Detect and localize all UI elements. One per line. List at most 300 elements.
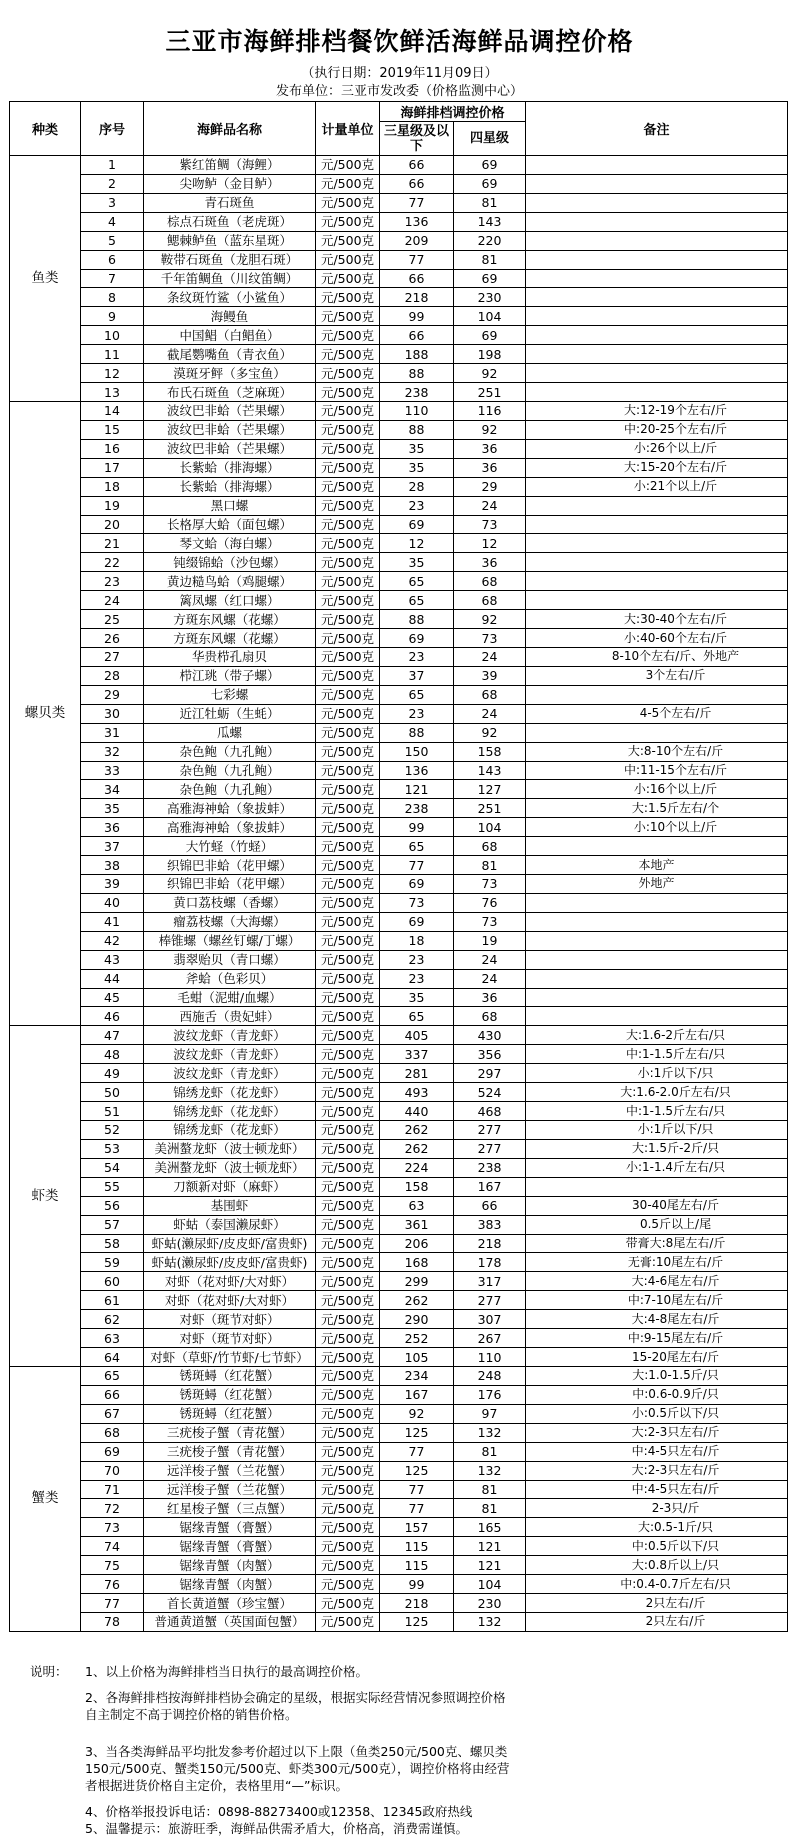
four-star-price-cell: 198 <box>454 345 526 364</box>
remark-text: 大:2-3只左右/斤 <box>631 1425 720 1440</box>
table-row <box>10 1385 788 1404</box>
header-price-group: 海鲜排档调控价格 <box>380 102 526 122</box>
unit-cell: 元/500克 <box>316 685 380 704</box>
remark-cell <box>526 174 788 193</box>
unit-cell: 元/500克 <box>316 1442 380 1461</box>
remark-text: 大:0.5-1斤/只 <box>637 1519 714 1534</box>
index-cell: 69 <box>81 1442 144 1461</box>
unit-cell: 元/500克 <box>316 1007 380 1026</box>
item-name-cell: 毛蚶（泥蚶/血螺） <box>144 988 316 1007</box>
item-name-cell: 截尾鹦嘴鱼（青衣鱼） <box>144 345 316 364</box>
remark-text: 小:1斤以下/只 <box>637 1065 714 1080</box>
index-cell: 44 <box>81 969 144 988</box>
index-cell: 42 <box>81 931 144 950</box>
index-cell: 58 <box>81 1234 144 1253</box>
index-cell: 6 <box>81 250 144 269</box>
unit-cell: 元/500克 <box>316 1272 380 1291</box>
three-star-price-cell: 69 <box>380 875 454 894</box>
remark-cell <box>526 1121 788 1140</box>
remark-cell <box>526 193 788 212</box>
table-row <box>10 780 788 799</box>
unit-cell: 元/500克 <box>316 629 380 648</box>
remark-cell <box>526 1310 788 1329</box>
four-star-price-cell: 251 <box>454 383 526 402</box>
unit-cell: 元/500克 <box>316 250 380 269</box>
three-star-price-cell: 23 <box>380 496 454 515</box>
remark-text: 大:1.0-1.5斤/只 <box>632 1368 719 1383</box>
three-star-price-cell: 23 <box>380 647 454 666</box>
index-cell: 40 <box>81 893 144 912</box>
unit-cell: 元/500克 <box>316 761 380 780</box>
three-star-price-cell: 88 <box>380 364 454 383</box>
table-row <box>10 326 788 345</box>
execution-date: （执行日期：2019年11月09日） <box>301 66 498 81</box>
index-cell: 64 <box>81 1348 144 1367</box>
index-cell: 13 <box>81 383 144 402</box>
four-star-price-cell: 81 <box>454 856 526 875</box>
three-star-price-cell: 168 <box>380 1253 454 1272</box>
table-row <box>10 1045 788 1064</box>
three-star-price-cell: 88 <box>380 723 454 742</box>
index-cell: 21 <box>81 534 144 553</box>
item-name-cell: 锯缘青蟹（膏蟹） <box>144 1537 316 1556</box>
item-name-cell: 对虾（花对虾/大对虾） <box>144 1272 316 1291</box>
table-row <box>10 723 788 742</box>
notes-label: 说明： <box>30 1664 68 1679</box>
index-cell: 41 <box>81 912 144 931</box>
item-name-cell: 大竹蛏（竹蛏） <box>144 837 316 856</box>
remark-text: 中:0.5斤以下/只 <box>631 1538 720 1553</box>
index-cell: 46 <box>81 1007 144 1026</box>
header-unit: 计量单位 <box>316 102 380 156</box>
table-row <box>10 1480 788 1499</box>
three-star-price-cell: 234 <box>380 1367 454 1386</box>
three-star-price-cell: 77 <box>380 1499 454 1518</box>
four-star-price-cell: 178 <box>454 1253 526 1272</box>
four-star-price-cell: 230 <box>454 288 526 307</box>
table-row <box>10 250 788 269</box>
four-star-price-cell: 97 <box>454 1404 526 1423</box>
unit-cell: 元/500克 <box>316 1575 380 1594</box>
four-star-price-cell: 121 <box>454 1537 526 1556</box>
remark-cell <box>526 1480 788 1499</box>
index-cell: 56 <box>81 1196 144 1215</box>
item-name-cell: 紫红笛鲷（海鲤） <box>144 156 316 175</box>
remark-cell <box>526 1196 788 1215</box>
table-row <box>10 856 788 875</box>
item-name-cell: 虾蛄(濑尿虾/皮皮虾/富贵虾) <box>144 1253 316 1272</box>
table-row <box>10 1272 788 1291</box>
four-star-price-cell: 165 <box>454 1518 526 1537</box>
index-cell: 74 <box>81 1537 144 1556</box>
index-cell: 5 <box>81 231 144 250</box>
unit-cell: 元/500克 <box>316 666 380 685</box>
three-star-price-cell: 361 <box>380 1215 454 1234</box>
four-star-price-cell: 68 <box>454 1007 526 1026</box>
remark-text: 中:1-1.5斤左右/只 <box>625 1046 726 1061</box>
table-row <box>10 439 788 458</box>
remark-cell <box>526 345 788 364</box>
index-cell: 2 <box>81 174 144 193</box>
three-star-price-cell: 115 <box>380 1556 454 1575</box>
four-star-price-cell: 158 <box>454 742 526 761</box>
table-row <box>10 515 788 534</box>
table-row <box>10 1121 788 1140</box>
remark-text: 2只左右/斤 <box>645 1614 706 1629</box>
item-name-cell: 刀额新对虾（麻虾） <box>144 1177 316 1196</box>
unit-cell: 元/500克 <box>316 1461 380 1480</box>
remark-text: 大:15-20个左右/斤 <box>624 460 727 475</box>
table-row <box>10 1612 788 1631</box>
index-cell: 62 <box>81 1310 144 1329</box>
remark-text: 30-40尾左右/斤 <box>632 1198 719 1213</box>
unit-cell: 元/500克 <box>316 1367 380 1386</box>
unit-cell: 元/500克 <box>316 742 380 761</box>
remark-cell <box>526 1461 788 1480</box>
header-category: 种类 <box>10 102 81 156</box>
index-cell: 53 <box>81 1139 144 1158</box>
three-star-price-cell: 238 <box>380 799 454 818</box>
three-star-price-cell: 66 <box>380 174 454 193</box>
three-star-price-cell: 125 <box>380 1461 454 1480</box>
four-star-price-cell: 267 <box>454 1329 526 1348</box>
remark-cell <box>526 1272 788 1291</box>
index-cell: 49 <box>81 1064 144 1083</box>
index-cell: 34 <box>81 780 144 799</box>
item-name-cell: 美洲螯龙虾（波士顿龙虾） <box>144 1158 316 1177</box>
four-star-price-cell: 104 <box>454 307 526 326</box>
header-four-star: 四星级 <box>454 122 526 156</box>
four-star-price-cell: 92 <box>454 723 526 742</box>
item-name-cell: 对虾（斑节对虾） <box>144 1329 316 1348</box>
table-row <box>10 799 788 818</box>
index-cell: 59 <box>81 1253 144 1272</box>
four-star-price-cell: 36 <box>454 458 526 477</box>
table-row <box>10 345 788 364</box>
table-row <box>10 1253 788 1272</box>
remark-cell <box>526 647 788 666</box>
index-cell: 31 <box>81 723 144 742</box>
remark-cell <box>526 1177 788 1196</box>
table-row <box>10 1594 788 1613</box>
item-name-cell: 对虾（草虾/竹节虾/七节虾） <box>144 1348 316 1367</box>
unit-cell: 元/500克 <box>316 364 380 383</box>
remark-text: 大:12-19个左右/斤 <box>624 403 727 418</box>
unit-cell: 元/500克 <box>316 704 380 723</box>
table-row <box>10 553 788 572</box>
four-star-price-cell: 39 <box>454 666 526 685</box>
remark-text: 大:2-3只左右/斤 <box>631 1463 720 1478</box>
index-cell: 72 <box>81 1499 144 1518</box>
index-cell: 10 <box>81 326 144 345</box>
index-cell: 11 <box>81 345 144 364</box>
remark-cell <box>526 950 788 969</box>
note-3-line-3: 者根据进货价格自主定价，表格里用“—”标识。 <box>85 1778 348 1793</box>
four-star-price-cell: 81 <box>454 250 526 269</box>
remark-text: 大:1.6-2.0斤左右/只 <box>620 1084 731 1099</box>
remark-cell <box>526 420 788 439</box>
unit-cell: 元/500克 <box>316 383 380 402</box>
unit-cell: 元/500克 <box>316 439 380 458</box>
three-star-price-cell: 224 <box>380 1158 454 1177</box>
index-cell: 63 <box>81 1329 144 1348</box>
index-cell: 50 <box>81 1083 144 1102</box>
unit-cell: 元/500克 <box>316 875 380 894</box>
item-name-cell: 千年笛鲷鱼（川纹笛鲷） <box>144 269 316 288</box>
remark-cell <box>526 458 788 477</box>
item-name-cell: 栉江珧（带子螺） <box>144 666 316 685</box>
unit-cell: 元/500克 <box>316 553 380 572</box>
three-star-price-cell: 299 <box>380 1272 454 1291</box>
unit-cell: 元/500克 <box>316 1253 380 1272</box>
three-star-price-cell: 105 <box>380 1348 454 1367</box>
category-cell: 虾类 <box>10 1026 81 1367</box>
remark-text: 无膏:10尾左右/斤 <box>627 1254 724 1269</box>
item-name-cell: 棒锥螺（螺丝钉螺/丁螺） <box>144 931 316 950</box>
four-star-price-cell: 24 <box>454 647 526 666</box>
unit-cell: 元/500克 <box>316 269 380 288</box>
index-cell: 55 <box>81 1177 144 1196</box>
item-name-cell: 漠斑牙鲆（多宝鱼） <box>144 364 316 383</box>
remark-cell <box>526 231 788 250</box>
unit-cell: 元/500克 <box>316 610 380 629</box>
index-cell: 66 <box>81 1385 144 1404</box>
unit-cell: 元/500克 <box>316 307 380 326</box>
table-row <box>10 591 788 610</box>
index-cell: 14 <box>81 401 144 420</box>
four-star-price-cell: 430 <box>454 1026 526 1045</box>
remark-cell <box>526 383 788 402</box>
remark-cell <box>526 1404 788 1423</box>
remark-cell <box>526 477 788 496</box>
four-star-price-cell: 251 <box>454 799 526 818</box>
four-star-price-cell: 69 <box>454 156 526 175</box>
remark-cell <box>526 515 788 534</box>
unit-cell: 元/500克 <box>316 156 380 175</box>
remark-cell <box>526 591 788 610</box>
item-name-cell: 波纹巴非蛤（芒果螺） <box>144 420 316 439</box>
table-row <box>10 1196 788 1215</box>
item-name-cell: 普通黄道蟹（英国面包蟹） <box>144 1612 316 1631</box>
item-name-cell: 波纹巴非蛤（芒果螺） <box>144 439 316 458</box>
unit-cell: 元/500克 <box>316 1139 380 1158</box>
four-star-price-cell: 277 <box>454 1139 526 1158</box>
table-row <box>10 307 788 326</box>
remark-text: 2只左右/斤 <box>645 1595 706 1610</box>
remark-cell <box>526 1007 788 1026</box>
index-cell: 22 <box>81 553 144 572</box>
price-table <box>9 101 788 1632</box>
remark-cell <box>526 818 788 837</box>
three-star-price-cell: 23 <box>380 704 454 723</box>
unit-cell: 元/500克 <box>316 1177 380 1196</box>
remark-cell <box>526 1499 788 1518</box>
three-star-price-cell: 69 <box>380 515 454 534</box>
item-name-cell: 黄口荔枝螺（香螺） <box>144 893 316 912</box>
index-cell: 17 <box>81 458 144 477</box>
index-cell: 43 <box>81 950 144 969</box>
three-star-price-cell: 252 <box>380 1329 454 1348</box>
index-cell: 37 <box>81 837 144 856</box>
table-row <box>10 818 788 837</box>
table-row <box>10 912 788 931</box>
remark-cell <box>526 1442 788 1461</box>
index-cell: 76 <box>81 1575 144 1594</box>
remark-text: 小:40-60个左右/斤 <box>624 630 727 645</box>
remark-cell <box>526 723 788 742</box>
publisher: 发布单位：三亚市发改委（价格监测中心） <box>275 84 523 99</box>
table-row <box>10 1102 788 1121</box>
four-star-price-cell: 19 <box>454 931 526 950</box>
table-row <box>10 610 788 629</box>
table-row <box>10 1348 788 1367</box>
remark-cell <box>526 534 788 553</box>
item-name-cell: 基围虾 <box>144 1196 316 1215</box>
remark-cell <box>526 1026 788 1045</box>
four-star-price-cell: 92 <box>454 610 526 629</box>
four-star-price-cell: 230 <box>454 1594 526 1613</box>
unit-cell: 元/500克 <box>316 1102 380 1121</box>
index-cell: 20 <box>81 515 144 534</box>
remark-text: 8-10个左右/斤、外地产 <box>611 649 740 664</box>
unit-cell: 元/500克 <box>316 1404 380 1423</box>
table-row <box>10 969 788 988</box>
item-name-cell: 波纹龙虾（青龙虾） <box>144 1064 316 1083</box>
four-star-price-cell: 317 <box>454 1272 526 1291</box>
table-row <box>10 1139 788 1158</box>
note-2-line-2: 自主制定不高于调控价格的销售价格。 <box>85 1707 298 1722</box>
unit-cell: 元/500克 <box>316 799 380 818</box>
three-star-price-cell: 238 <box>380 383 454 402</box>
four-star-price-cell: 68 <box>454 572 526 591</box>
unit-cell: 元/500克 <box>316 1537 380 1556</box>
remark-cell <box>526 1045 788 1064</box>
item-name-cell: 对虾（花对虾/大对虾） <box>144 1291 316 1310</box>
remark-cell <box>526 629 788 648</box>
remark-cell <box>526 1385 788 1404</box>
remark-cell <box>526 1329 788 1348</box>
document-title: 三亚市海鲜排档餐饮鲜活海鲜品调控价格 <box>165 27 634 56</box>
index-cell: 19 <box>81 496 144 515</box>
index-cell: 16 <box>81 439 144 458</box>
unit-cell: 元/500克 <box>316 1064 380 1083</box>
table-row <box>10 875 788 894</box>
three-star-price-cell: 77 <box>380 1480 454 1499</box>
remark-cell <box>526 931 788 950</box>
category-cell: 鱼类 <box>10 156 81 402</box>
three-star-price-cell: 115 <box>380 1537 454 1556</box>
four-star-price-cell: 110 <box>454 1348 526 1367</box>
remark-text: 小:21个以上/斤 <box>633 479 718 494</box>
three-star-price-cell: 35 <box>380 553 454 572</box>
remark-text: 带膏大:8尾左右/斤 <box>625 1236 726 1250</box>
unit-cell: 元/500克 <box>316 988 380 1007</box>
unit-cell: 元/500克 <box>316 326 380 345</box>
three-star-price-cell: 290 <box>380 1310 454 1329</box>
four-star-price-cell: 68 <box>454 685 526 704</box>
index-cell: 47 <box>81 1026 144 1045</box>
table-row <box>10 1026 788 1045</box>
remark-text: 中:11-15个左右/斤 <box>624 762 727 777</box>
four-star-price-cell: 12 <box>454 534 526 553</box>
four-star-price-cell: 73 <box>454 629 526 648</box>
unit-cell: 元/500克 <box>316 1291 380 1310</box>
table-row <box>10 1556 788 1575</box>
three-star-price-cell: 69 <box>380 629 454 648</box>
three-star-price-cell: 65 <box>380 572 454 591</box>
index-cell: 24 <box>81 591 144 610</box>
four-star-price-cell: 69 <box>454 174 526 193</box>
remark-cell <box>526 269 788 288</box>
three-star-price-cell: 440 <box>380 1102 454 1121</box>
remark-cell <box>526 1556 788 1575</box>
index-cell: 57 <box>81 1215 144 1234</box>
index-cell: 45 <box>81 988 144 1007</box>
item-name-cell: 锦绣龙虾（花龙虾） <box>144 1102 316 1121</box>
three-star-price-cell: 77 <box>380 250 454 269</box>
four-star-price-cell: 307 <box>454 1310 526 1329</box>
remark-text: 外地产 <box>638 876 675 891</box>
four-star-price-cell: 104 <box>454 1575 526 1594</box>
item-name-cell: 织锦巴非蛤（花甲螺） <box>144 875 316 894</box>
three-star-price-cell: 12 <box>380 534 454 553</box>
item-name-cell: 远洋梭子蟹（兰花蟹） <box>144 1461 316 1480</box>
four-star-price-cell: 383 <box>454 1215 526 1234</box>
note-5: 5、温馨提示：旅游旺季，海鲜品供需矛盾大，价格高，消费需谨慎。 <box>85 1821 468 1836</box>
index-cell: 33 <box>81 761 144 780</box>
item-name-cell: 黑口螺 <box>144 496 316 515</box>
remark-cell <box>526 1215 788 1234</box>
remark-text: 中:4-5只左右/斤 <box>631 1444 720 1459</box>
table-row <box>10 761 788 780</box>
four-star-price-cell: 132 <box>454 1461 526 1480</box>
remark-cell <box>526 685 788 704</box>
index-cell: 77 <box>81 1594 144 1613</box>
three-star-price-cell: 125 <box>380 1612 454 1631</box>
remark-cell <box>526 969 788 988</box>
index-cell: 38 <box>81 856 144 875</box>
remark-text: 小:26个以上/斤 <box>633 441 718 456</box>
unit-cell: 元/500克 <box>316 1499 380 1518</box>
four-star-price-cell: 277 <box>454 1291 526 1310</box>
unit-cell: 元/500克 <box>316 401 380 420</box>
table-row <box>10 1499 788 1518</box>
remark-text: 大:1.6-2斤左右/只 <box>625 1027 726 1042</box>
four-star-price-cell: 69 <box>454 326 526 345</box>
note-4: 4、价格举报投诉电话：0898-88273400或12358、12345政府热线 <box>85 1804 473 1819</box>
item-name-cell: 锈斑蟳（红花蟹） <box>144 1404 316 1423</box>
three-star-price-cell: 188 <box>380 345 454 364</box>
remark-cell <box>526 1253 788 1272</box>
remark-cell <box>526 761 788 780</box>
remark-cell <box>526 799 788 818</box>
table-row <box>10 647 788 666</box>
remark-cell <box>526 250 788 269</box>
table-row <box>10 572 788 591</box>
three-star-price-cell: 206 <box>380 1234 454 1253</box>
three-star-price-cell: 77 <box>380 856 454 875</box>
note-3-line-2: 150元/500克、蟹类150元/500克、虾类300元/500克），调控价格将由经营 <box>85 1761 510 1776</box>
four-star-price-cell: 116 <box>454 401 526 420</box>
table-row <box>10 685 788 704</box>
table-row <box>10 1404 788 1423</box>
four-star-price-cell: 176 <box>454 1385 526 1404</box>
remark-cell <box>526 1234 788 1253</box>
four-star-price-cell: 73 <box>454 875 526 894</box>
index-cell: 7 <box>81 269 144 288</box>
remark-cell <box>526 212 788 231</box>
remark-text: 小:1-1.4斤左右/只 <box>625 1160 726 1175</box>
